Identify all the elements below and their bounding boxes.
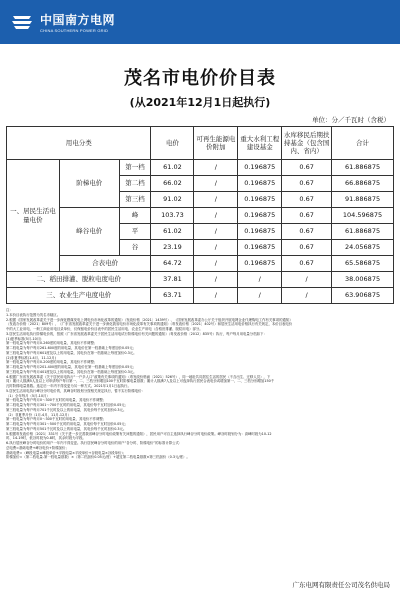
footnotes [6, 308, 394, 460]
cell-total: 24.056875 [332, 240, 394, 256]
header-renewable: 可再生能源电价附加 [194, 127, 238, 160]
group-tiered: 阶梯电价 [59, 160, 119, 208]
row-label: 平 [119, 224, 151, 240]
footnote-line: 第一档电量为每户每月0-260度的用电量，其电价不作调整； [6, 341, 98, 346]
unit-label: 单位：分／千瓦时（含税） [312, 116, 390, 124]
footnote-line: 4.根据广东省发展改革委《关于居民用电执行“一户多人口”政策有关事项的通知》（粤发改价格函〔2021〕526号），同一地址共同居住生活的居民（不含出生、迁移人员），下 [6, 374, 271, 379]
header-water-fund: 重大水利工程建设基金 [238, 127, 282, 160]
cell-resettlement-fund: 0.67 [282, 224, 332, 240]
row-label: 三、农业生产电度电价 [7, 288, 151, 304]
cell-water-fund: / [238, 288, 282, 304]
footnote-line: 第一档电量为每户每月0～300千瓦时的用电量，其电价不作调整； [6, 417, 107, 422]
footnote-line: 总电费=基础电费+峰谷电价+阶梯加价； [6, 445, 69, 450]
footnote-line: 3.居民生活用电执行阶梯电价的，按照《广东省发展改革委关于居民生活用电试行阶梯电价有关问题的通知》（粤发改价格〔2012〕835号）执行，每户每月用电量分档如下： [6, 331, 267, 336]
row-label: 峰 [119, 208, 151, 224]
table-row [7, 272, 394, 288]
cell-renewable: / [194, 192, 238, 208]
cell-total: 61.886875 [332, 160, 394, 176]
brand-header [0, 0, 400, 44]
header-resettlement-fund: 水库移民后期扶持基金（包含国内、省内） [282, 127, 332, 160]
header-price: 电价 [151, 127, 194, 160]
row-label: 第一档 [119, 160, 151, 176]
cell-price: 61.02 [151, 224, 194, 240]
footnote-line: 2.根据《国家发展改革委关于进一步深化燃煤发电上网电价市场化改革的通知》（发改价格〔2021〕1439号）、《国家发展改革委办公厅关于组织开展电网企业代理购电工作有关事项的通知》 [6, 317, 293, 322]
cell-water-fund: 0.196875 [238, 208, 282, 224]
footnote-line: 中的大工业用电、一般工商业用电目录单价，仅保留电价价目表中的居民生活用电、农业生产用电（含稻田排灌、脱粒用电）部分。 [6, 327, 203, 331]
cell-price: 66.02 [151, 176, 194, 192]
group-residential: 一、居民生活电量电价 [7, 160, 60, 272]
cell-renewable: / [194, 160, 238, 176]
csg-logo-icon [10, 12, 34, 32]
footnote-line: 第二档电量为每户每月261-600度的用电量，其电价在第一档基础上每度加价0.05元； [6, 346, 137, 350]
cell-price: 23.19 [151, 240, 194, 256]
document-subtitle: (从2021年12月1日起执行) [129, 96, 271, 109]
cell-renewable: / [194, 224, 238, 240]
cell-price: 64.72 [151, 256, 194, 272]
cell-renewable: / [194, 240, 238, 256]
cell-water-fund: 0.196875 [238, 160, 282, 176]
cell-resettlement-fund: 0.67 [282, 192, 332, 208]
row-label: 谷 [119, 240, 151, 256]
footnote-line: 5.根据粤发改价格〔2021〕331号《关于进一步完善我省峰谷分时电价政策有关问题的通知》，居民用户可自主选择执行峰谷分时电价政策。峰谷时段划分为：高峰时段为10-12 [6, 431, 272, 436]
cell-resettlement-fund: / [282, 288, 332, 304]
cell-price: 63.71 [151, 288, 194, 304]
footnote-line: 第三档电量为每户每月401度及以上的用电量，其电价在第一档基础上每度加价0.3元。 [6, 369, 137, 374]
header-total: 合计 [332, 127, 394, 160]
cell-water-fund: 0.196875 [238, 192, 282, 208]
footnote-line: 阶梯加价=（第二档电量-第一档电量基数）×（第二档加价0.05元/度）+超过第二档电量基数×第三档加价（0.3元/度）。 [6, 455, 190, 460]
cell-renewable: / [194, 288, 238, 304]
cell-total: 91.886875 [332, 192, 394, 208]
footnote-line: 第二档电量为每户每月201-400度的用电量，其电价在第一档基础上每度加价0.05元； [6, 365, 137, 369]
document-title: 茂名市电价价目表 [124, 68, 276, 89]
cell-water-fund: 0.196875 [238, 176, 282, 192]
footnote-line: (1)夏季标准(5月-10月) [6, 336, 42, 341]
footnote-line: （发改办价格〔2021〕809号）、《广东省发展改革委关于进一步深化我省电价市场化改革有关事项的通知》（粤发改价格〔2021〕402号）和居民生活用电价格执行有关规定，本价目表电价 [6, 322, 293, 327]
footnote-line: 1.本价目表执行范围为茂名市辖区。 [6, 312, 61, 317]
cell-price: 103.73 [151, 208, 194, 224]
group-time-of-use: 峰谷电价 [59, 208, 119, 256]
row-label: 合表电价 [59, 256, 151, 272]
footnote-line: 5.居民生活用电执行峰谷分时电价的，其峰谷时段划分按相关规定执行，暂不实行阶梯电价： [6, 388, 145, 393]
cell-resettlement-fund: / [282, 272, 332, 288]
footnote-line: 注： [6, 308, 13, 312]
cell-total: 61.886875 [332, 224, 394, 240]
footnote-line: （2）非夏季月份（1月-4月、11月-12月） [6, 412, 72, 417]
cell-water-fund: 0.196875 [238, 240, 282, 256]
cell-total: 66.886875 [332, 176, 394, 192]
footnote-line: 第三档电量为每户每月601度及以上的用电量，其电价在第一档基础上每度加价0.3元。 [6, 350, 137, 355]
table-row [7, 160, 394, 176]
cell-price: 91.02 [151, 192, 194, 208]
footnote-line: 6.执行居民峰谷分时电价的用户一年内不得变更。执行居民峰谷分时电价的用户“各分时、阶梯电价”的标准计算公式： [6, 441, 183, 445]
footnote-line: 基础电费=（峰段电量×峰段单价+平段电量×平段单价+谷段电量×谷段单价）； [6, 450, 127, 455]
cell-renewable: / [194, 272, 238, 288]
footnote-line: (2)非夏季标准(1-4月、11-12月) [6, 355, 56, 360]
brand-name-en: CHINA SOUTHERN POWER GRID [40, 28, 109, 33]
table-row [7, 208, 394, 224]
footnote-line: 第三档电量为每户每月701千瓦时及以上的用电量，其电价每千瓦时加价0.3元。 [6, 407, 127, 412]
cell-price: 61.02 [151, 160, 194, 176]
table-header-row [7, 127, 394, 160]
row-label: 二、稻田排灌、脱粒电度电价 [7, 272, 151, 288]
cell-total: 38.006875 [332, 272, 394, 288]
footnote-line: 第三档电量为每户每月501千瓦时及以上的用电量，其电价每千瓦时加价0.3元。 [6, 426, 127, 431]
footnote-line: 时、14-19时，低谷时段为0-8时，其余时段为平段。 [6, 436, 86, 441]
footnote-line: 第二档电量为每户每月301～700千瓦时的用电量，其电价每千瓦时加价0.05元； [6, 403, 129, 407]
row-label: 第二档 [119, 176, 151, 192]
cell-resettlement-fund: 0.67 [282, 176, 332, 192]
footnote-line: （1）全年每月（5月-10月） [6, 393, 50, 398]
cell-water-fund: 0.196875 [238, 256, 282, 272]
header-category: 用电分类 [7, 127, 151, 160]
cell-renewable: / [194, 176, 238, 192]
footnote-line: 第二档电量为每户每月301～500千瓦时的用电量，其电价每千瓦时加价0.05元； [6, 422, 129, 426]
table-row [7, 256, 394, 272]
footnote-line: 瓦时阶梯电量基数。选定后一年内不得变更为另一种方式。2021年1月1日起执行。 [6, 384, 131, 388]
cell-renewable: / [194, 208, 238, 224]
table-row [7, 288, 394, 304]
brand-name-cn: 中国南方电网 [40, 13, 116, 27]
issuer-signature: 广东电网有限责任公司茂名供电局 [292, 581, 390, 589]
cell-total: 104.596875 [332, 208, 394, 224]
cell-total: 63.906875 [332, 288, 394, 304]
cell-total: 65.586875 [332, 256, 394, 272]
row-label: 第三档 [119, 192, 151, 208]
price-table [6, 126, 394, 304]
cell-resettlement-fund: 0.67 [282, 208, 332, 224]
footnote-line: 第一档电量为每户每月0-200度的用电量，其电价不作调整； [6, 360, 98, 365]
cell-resettlement-fund: 0.67 [282, 160, 332, 176]
cell-price: 37.81 [151, 272, 194, 288]
cell-water-fund: / [238, 272, 282, 288]
cell-resettlement-fund: 0.67 [282, 256, 332, 272]
footnote-line: 同）累计人数满5人及以上可申请每户每月第一、二、三档分别增加100千瓦时阶梯电量基数；累计人数满7人及以上可选择执行居民合表电价或增加第一、二、三档分别增加150千 [6, 379, 275, 384]
cell-renewable: / [194, 256, 238, 272]
brand-logotype [40, 11, 115, 33]
cell-resettlement-fund: 0.67 [282, 240, 332, 256]
footnote-line: 第一档电量为每户每月0～300千瓦时的用电量，其电价不作调整； [6, 398, 107, 403]
cell-water-fund: 0.196875 [238, 224, 282, 240]
